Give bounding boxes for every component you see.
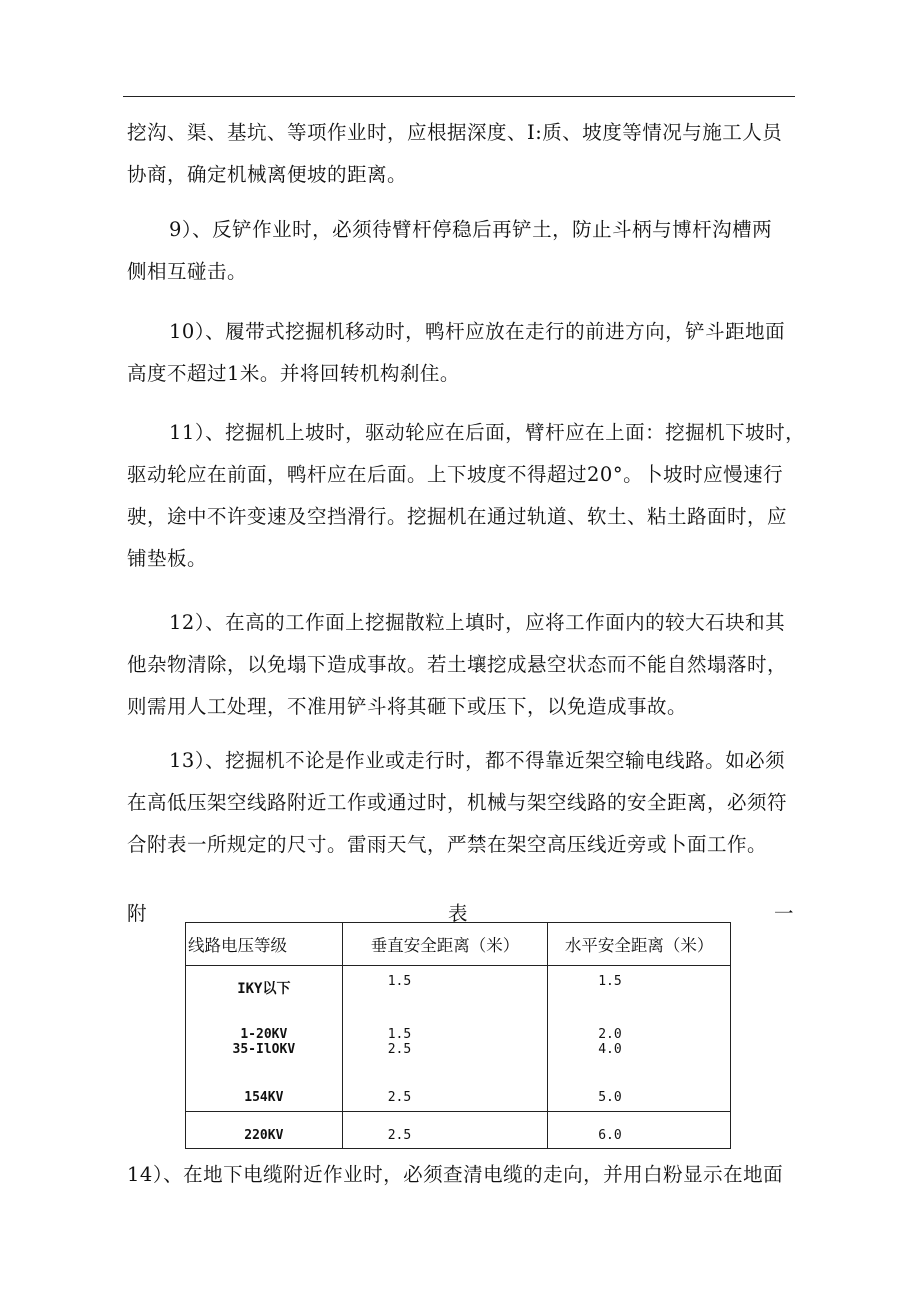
cell-horizontal: 4.0 <box>548 1042 731 1084</box>
paragraph-line: 挖沟、渠、基坑、等项作业时，应根据深度、I:质、坡度等情况与施工人员 <box>127 121 783 144</box>
paragraph-line: 13）、挖掘机不论是作业或走行时，都不得靠近架空输电线路。如必须 <box>169 749 786 772</box>
cell-horizontal: 1.5 <box>548 966 731 1017</box>
table-row <box>186 1084 731 1112</box>
paragraph-line: 他杂物清除，以免塌下造成事故。若土壤挖成悬空状态而不能自然塌落时， <box>127 653 788 676</box>
cell-vertical: 1.5 <box>342 966 547 1017</box>
paragraph-item-13 <box>127 740 795 866</box>
cell-voltage: 154KV <box>186 1084 343 1112</box>
paragraph-line: 铺垫板。 <box>127 547 208 570</box>
paragraph-line: 侧相互碰击。 <box>127 260 248 283</box>
header-horizontal-distance: 水平安全距离（米） <box>548 923 731 966</box>
safety-distance-table <box>185 922 731 1149</box>
paragraph-item-10 <box>127 311 795 395</box>
table-row <box>186 1017 731 1042</box>
table-row <box>186 1042 731 1084</box>
paragraph-line: 驶，途中不许变速及空挡滑行。挖掘机在通过轨道、软土、粘土路面时，应 <box>127 505 788 528</box>
paragraph-line: 在高低压架空线路附近工作或通过时，机械与架空线路的安全距离，必须符 <box>127 791 788 814</box>
paragraph-line: 11）、挖掘机上坡时，驱动轮应在后面，臂杆应在上面：挖掘机下坡时， <box>169 421 806 444</box>
paragraph-item-9 <box>127 209 795 293</box>
table-header-row <box>186 923 731 966</box>
paragraph-line: 高度不超过1米。并将回转机构刹住。 <box>127 362 460 385</box>
header-vertical-distance: 垂直安全距离（米） <box>342 923 547 966</box>
cell-voltage: 1-20KV <box>186 1017 343 1042</box>
paragraph-line: 12）、在高的工作面上挖掘散粒上填时，应将工作面内的较大石块和其 <box>169 611 786 634</box>
header-voltage-level: 线路电压等级 <box>186 923 343 966</box>
paragraph-item-14 <box>127 1154 795 1196</box>
paragraph-line: 协商，确定机械离便坡的距离。 <box>127 163 408 186</box>
cell-horizontal: 5.0 <box>548 1084 731 1112</box>
paragraph-continued <box>127 112 795 196</box>
cell-horizontal: 6.0 <box>548 1112 731 1149</box>
cell-voltage: 35-IlOKV <box>186 1042 343 1084</box>
paragraph-item-12 <box>127 602 795 728</box>
cell-vertical: 1.5 <box>342 1017 547 1042</box>
paragraph-line: 9）、反铲作业时，必须待臂杆停稳后再铲土，防止斗柄与博杆沟槽两 <box>169 218 773 241</box>
table-caption-right: 一 <box>774 902 794 925</box>
header-rule <box>123 96 795 97</box>
cell-vertical: 2.5 <box>342 1084 547 1112</box>
paragraph-line: 则需用人工处理，不准用铲斗将其砸下或压下，以免造成事故。 <box>127 695 688 718</box>
cell-horizontal: 2.0 <box>548 1017 731 1042</box>
cell-voltage: IKY以下 <box>186 966 343 1017</box>
table-row <box>186 1112 731 1149</box>
cell-voltage: 220KV <box>186 1112 343 1149</box>
paragraph-line: 10）、履带式挖掘机移动时，鸭杆应放在走行的前进方向，铲斗距地面 <box>169 320 786 343</box>
table-caption-left: 附 <box>127 902 147 925</box>
cell-vertical: 2.5 <box>342 1112 547 1149</box>
paragraph-line: 合附表一所规定的尺寸。雷雨天气，严禁在架空高压线近旁或卜面工作。 <box>127 833 768 856</box>
cell-vertical: 2.5 <box>342 1042 547 1084</box>
table-row <box>186 966 731 1017</box>
paragraph-item-11 <box>127 412 806 580</box>
paragraph-line: 驱动轮应在前面，鸭杆应在后面。上下坡度不得超过20°。卜坡时应慢速行 <box>127 463 784 486</box>
paragraph-line: 14）、在地下电缆附近作业时，必须查清电缆的走向，并用白粉显示在地面 <box>127 1163 784 1186</box>
table-caption-middle: 表 <box>448 902 468 925</box>
